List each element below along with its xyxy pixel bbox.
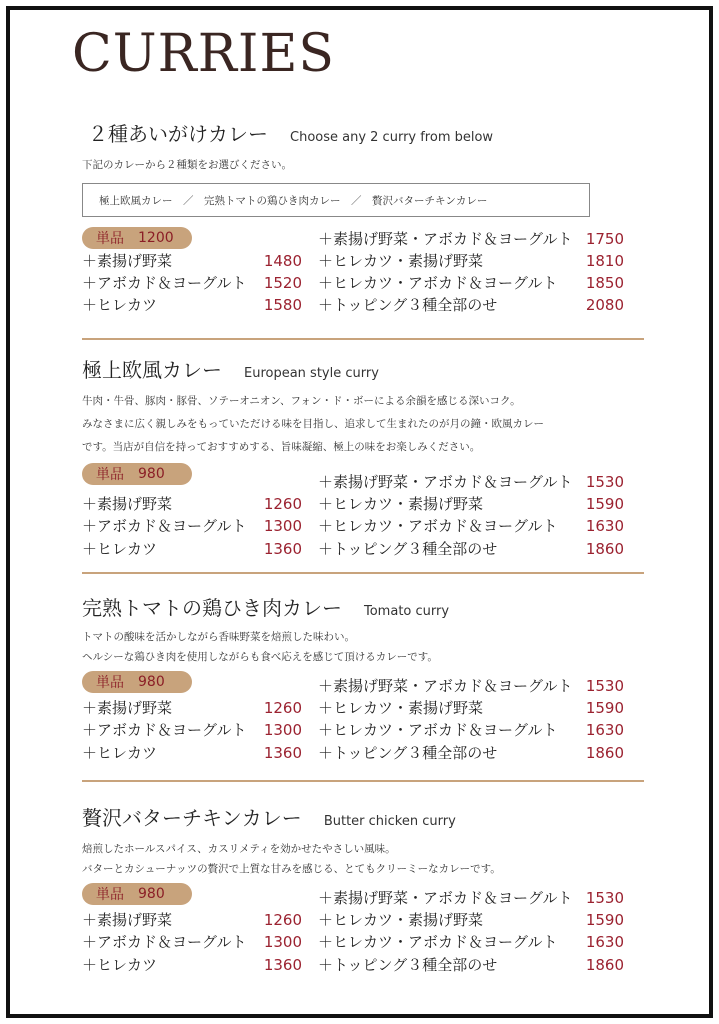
menu-item: [318, 909, 624, 931]
item-price: 1630: [585, 517, 624, 535]
description-line: バターとカシューナッツの贅沢で上質な甘みを感じる、とてもクリーミーなカレーです。: [82, 863, 501, 875]
badge-label: 単品: [96, 887, 124, 903]
section-title: 贅沢バターチキンカレー: [82, 806, 302, 830]
item-name: ＋ヒレカツ・アボカド＆ヨーグルト: [318, 933, 558, 951]
item-price: 1850: [585, 274, 624, 292]
item-name: ＋トッピング３種全部のせ: [318, 540, 498, 558]
menu-item: [82, 719, 302, 741]
item-price: 1860: [585, 540, 624, 558]
section-title: ２種あいがけカレー: [88, 122, 268, 146]
section-subtitle: Tomato curry: [364, 604, 450, 619]
menu-item: [318, 675, 624, 697]
description-line: トマトの酸味を活かしながら香味野菜を焙煎した味わい。: [82, 631, 355, 643]
item-name: ＋ヒレカツ・アボカド＆ヨーグルト: [318, 517, 558, 535]
section-subtitle: European style curry: [244, 366, 379, 381]
badge-price: 980: [138, 674, 165, 690]
item-name: ＋素揚げ野菜: [82, 495, 173, 513]
section-description: 下記のカレーから２種類をお選びください。: [82, 159, 292, 171]
item-price: 1750: [585, 230, 624, 248]
item-price: 1630: [585, 933, 624, 951]
price-grid: [82, 671, 644, 763]
curry-choices-text: 極上欧風カレー ／ 完熟トマトの鶏ひき肉カレー ／ 贅沢バターチキンカレー: [99, 194, 488, 207]
item-price: 1580: [263, 296, 302, 314]
item-price: 1260: [263, 699, 302, 717]
menu-item: [318, 931, 624, 953]
item-name: ＋ヒレカツ・素揚げ野菜: [318, 252, 484, 270]
menu-item: [318, 250, 624, 272]
description-line: ヘルシーな鶏ひき肉を使用しながらも食べ応えを感じて頂けるカレーです。: [82, 651, 438, 663]
item-name: ＋素揚げ野菜・アボカド＆ヨーグルト: [318, 889, 573, 907]
menu-item: [82, 250, 302, 272]
single-price-badge: [82, 883, 192, 905]
menu-item: [318, 887, 624, 909]
page-title: CURRIES: [72, 24, 336, 84]
curry-choices-box: [82, 183, 590, 217]
menu-item: [82, 909, 302, 931]
item-price: 1860: [585, 956, 624, 974]
item-price: 1300: [263, 721, 302, 739]
item-name: ＋アボカド＆ヨーグルト: [82, 721, 247, 739]
menu-item: [318, 719, 624, 741]
menu-item: [318, 742, 624, 764]
item-price: 1810: [585, 252, 624, 270]
single-price-badge: [82, 227, 192, 249]
item-price: 1300: [263, 517, 302, 535]
item-name: ＋トッピング３種全部のせ: [318, 744, 498, 762]
item-name: ＋アボカド＆ヨーグルト: [82, 933, 247, 951]
item-price: 1260: [263, 911, 302, 929]
item-name: ＋トッピング３種全部のせ: [318, 956, 498, 974]
item-price: 1630: [585, 721, 624, 739]
section-title: 極上欧風カレー: [82, 358, 222, 382]
section-title: 完熟トマトの鶏ひき肉カレー: [82, 596, 342, 620]
section-description: [82, 391, 644, 457]
item-name: ＋素揚げ野菜: [82, 911, 173, 929]
menu-item: [318, 272, 624, 294]
single-price-badge: [82, 463, 192, 485]
menu-item: [82, 538, 302, 560]
item-price: 1360: [263, 540, 302, 558]
item-price: 1520: [263, 274, 302, 292]
badge-label: 単品: [96, 231, 124, 247]
menu-item: [318, 538, 624, 560]
item-price: 1590: [585, 495, 624, 513]
item-name: ＋ヒレカツ・素揚げ野菜: [318, 699, 484, 717]
item-price: 1530: [585, 889, 624, 907]
menu-item: [318, 697, 624, 719]
single-price-badge: [82, 671, 192, 693]
menu-item: [82, 493, 302, 515]
section-description: [82, 839, 644, 879]
section-tomato-curry: [82, 592, 644, 763]
badge-price: 980: [138, 466, 165, 482]
menu-item: [82, 697, 302, 719]
section-divider: [82, 338, 644, 340]
item-price: 1360: [263, 744, 302, 762]
item-name: ＋ヒレカツ・素揚げ野菜: [318, 911, 484, 929]
section-subtitle: Choose any 2 curry from below: [290, 130, 494, 145]
item-name: ＋素揚げ野菜: [82, 252, 173, 270]
section-header: [82, 354, 644, 383]
section-header: [88, 118, 644, 147]
item-price: 1300: [263, 933, 302, 951]
section-subtitle: Butter chicken curry: [323, 814, 456, 829]
menu-item: [318, 228, 624, 250]
item-name: ＋アボカド＆ヨーグルト: [82, 274, 247, 292]
description-line: です。当店が自信を持っておすすめする、旨味凝縮、極上の味をお楽しみください。: [82, 441, 481, 453]
menu-item: [82, 742, 302, 764]
item-name: ＋トッピング３種全部のせ: [318, 296, 498, 314]
price-grid: [82, 883, 644, 975]
menu-item: [318, 954, 624, 976]
menu-item: [82, 272, 302, 294]
menu-item: [318, 471, 624, 493]
item-price: 1530: [585, 473, 624, 491]
badge-label: 単品: [96, 467, 124, 483]
item-price: 2080: [585, 296, 624, 314]
item-name: ＋ヒレカツ・アボカド＆ヨーグルト: [318, 721, 558, 739]
description-line: みなさまに広く親しみをもっていただける味を目指し、追求して生まれたのが月の鐘・欧風カレー: [82, 418, 544, 430]
price-grid: [82, 227, 644, 319]
menu-item: [318, 515, 624, 537]
item-name: ＋ヒレカツ: [82, 296, 158, 314]
section-european-curry: [82, 354, 644, 558]
badge-price: 1200: [138, 230, 174, 246]
item-name: ＋素揚げ野菜・アボカド＆ヨーグルト: [318, 473, 573, 491]
section-description: [82, 627, 644, 667]
item-price: 1260: [263, 495, 302, 513]
menu-item: [318, 294, 624, 316]
badge-price: 980: [138, 886, 165, 902]
item-name: ＋素揚げ野菜: [82, 699, 173, 717]
item-name: ＋素揚げ野菜・アボカド＆ヨーグルト: [318, 230, 573, 248]
description-line: 焙煎したホールスパイス、カスリメティを効かせたやさしい風味。: [82, 843, 396, 855]
item-name: ＋ヒレカツ: [82, 956, 158, 974]
item-name: ＋ヒレカツ・素揚げ野菜: [318, 495, 484, 513]
item-price: 1360: [263, 956, 302, 974]
menu-item: [82, 931, 302, 953]
badge-label: 単品: [96, 675, 124, 691]
section-two-curry: [82, 118, 644, 319]
item-name: ＋ヒレカツ: [82, 540, 158, 558]
menu-item: [82, 954, 302, 976]
section-header: [82, 802, 644, 831]
section-divider: [82, 572, 644, 574]
item-name: ＋素揚げ野菜・アボカド＆ヨーグルト: [318, 677, 573, 695]
menu-item: [82, 294, 302, 316]
item-price: 1530: [585, 677, 624, 695]
section-header: [82, 592, 644, 621]
section-butter-chicken-curry: [82, 802, 644, 975]
item-name: ＋ヒレカツ: [82, 744, 158, 762]
price-grid: [82, 463, 644, 558]
item-price: 1480: [263, 252, 302, 270]
item-price: 1590: [585, 699, 624, 717]
item-name: ＋アボカド＆ヨーグルト: [82, 517, 247, 535]
item-price: 1860: [585, 744, 624, 762]
menu-item: [82, 515, 302, 537]
menu-item: [318, 493, 624, 515]
item-price: 1590: [585, 911, 624, 929]
section-divider: [82, 780, 644, 782]
description-line: 牛肉・牛骨、豚肉・豚骨、ソテーオニオン、フォン・ド・ボーによる余韻を感じる深いコク。: [82, 395, 521, 407]
item-name: ＋ヒレカツ・アボカド＆ヨーグルト: [318, 274, 558, 292]
